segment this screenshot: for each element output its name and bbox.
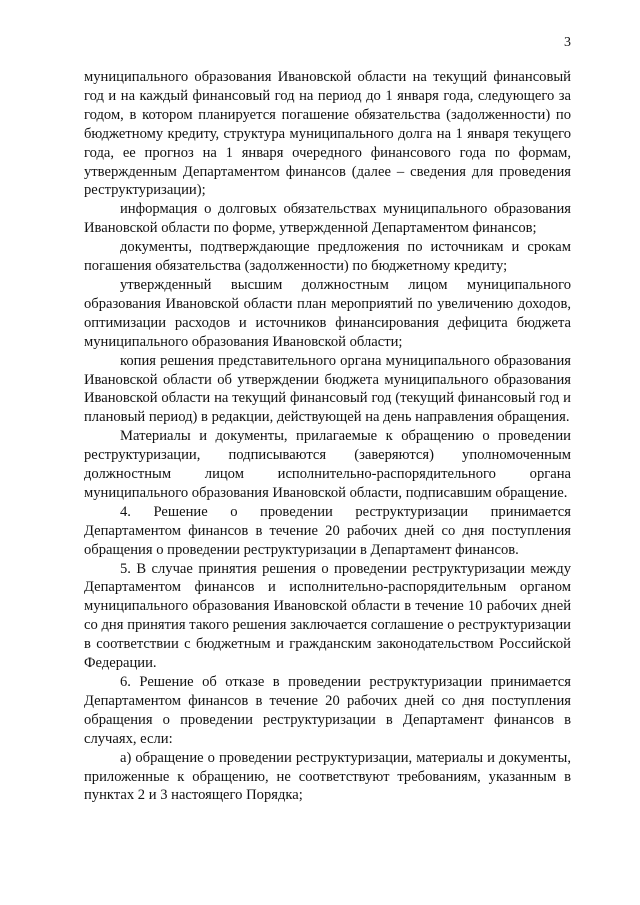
paragraph-supporting-documents: документы, подтверждающие предложения по источникам и срокам погашения обязательства (задолженности) по бюджетному кредиту; bbox=[84, 239, 571, 275]
page-number: 3 bbox=[564, 35, 571, 50]
paragraph-debt-obligations-info: информация о долговых обязательствах муниципального образования Ивановской области по форме, утвержденной Департаментом финансов; bbox=[84, 201, 571, 237]
paragraph-action-plan: утвержденный высшим должностным лицом муниципального образования Ивановской области план мероприятий по увеличению доходов, оптимизации расходов и источников финансирования дефицита бюджета муниципального образования Ивановской области; bbox=[84, 276, 571, 350]
paragraph-item-4: 4. Решение о проведении реструктуризации принимается Департаментом финансов в течение 20 рабочих дней со дня поступления обращения о проведении реструктуризации в Департамент финансов. bbox=[84, 503, 571, 558]
paragraph-budget-decision-copy: копия решения представительного органа муниципального образования Ивановской области об утверждении бюджета муниципального образования Ивановской области на текущий финансовый год (текущий финансовый год и плановый период) в редакции, действующей на день направления обращения. bbox=[84, 352, 571, 426]
paragraph-item-6a: а) обращение о проведении реструктуризации, материалы и документы, приложенные к обращению, не соответствуют требованиям, указанным в пунктах 2 и 3 настоящего Порядка; bbox=[84, 749, 571, 804]
paragraph-item-5: 5. В случае принятия решения о проведении реструктуризации между Департаментом финансов и исполнительно-распорядительным органом муниципального образования Ивановской области в течение 10 рабочих дней со дня принятия такого решения заключается соглашение о реструктуризации в соответствии с бюджетным и гражданским законодательством Российской Федерации. bbox=[84, 560, 571, 672]
paragraph-item-6: 6. Решение об отказе в проведении реструктуризации принимается Департаментом финансов в течение 20 рабочих дней со дня поступления обращения о проведении реструктуризации в Департамент финансов в случаях, если: bbox=[84, 674, 571, 747]
paragraph-materials-signing: Материалы и документы, прилагаемые к обращению о проведении реструктуризации, подписываются (заверяются) уполномоченным должностным лицом исполнительно-распорядительного органа муниципального образования Ивановской области, подписавшим обращение. bbox=[84, 428, 571, 501]
paragraph-continuation: муниципального образования Ивановской области на текущий финансовый год и на каждый финансовый год на период до 1 января года, следующего за годом, в котором планируется погашение обязательства (задолженности) по бюджетному кредиту, структура муниципального долга на 1 января текущего года, ее прогноз на 1 января очередного финансового года по формам, утвержденным Департаментом финансов (далее – сведения для проведения реструктуризации); bbox=[84, 69, 571, 199]
document-body bbox=[84, 68, 571, 805]
